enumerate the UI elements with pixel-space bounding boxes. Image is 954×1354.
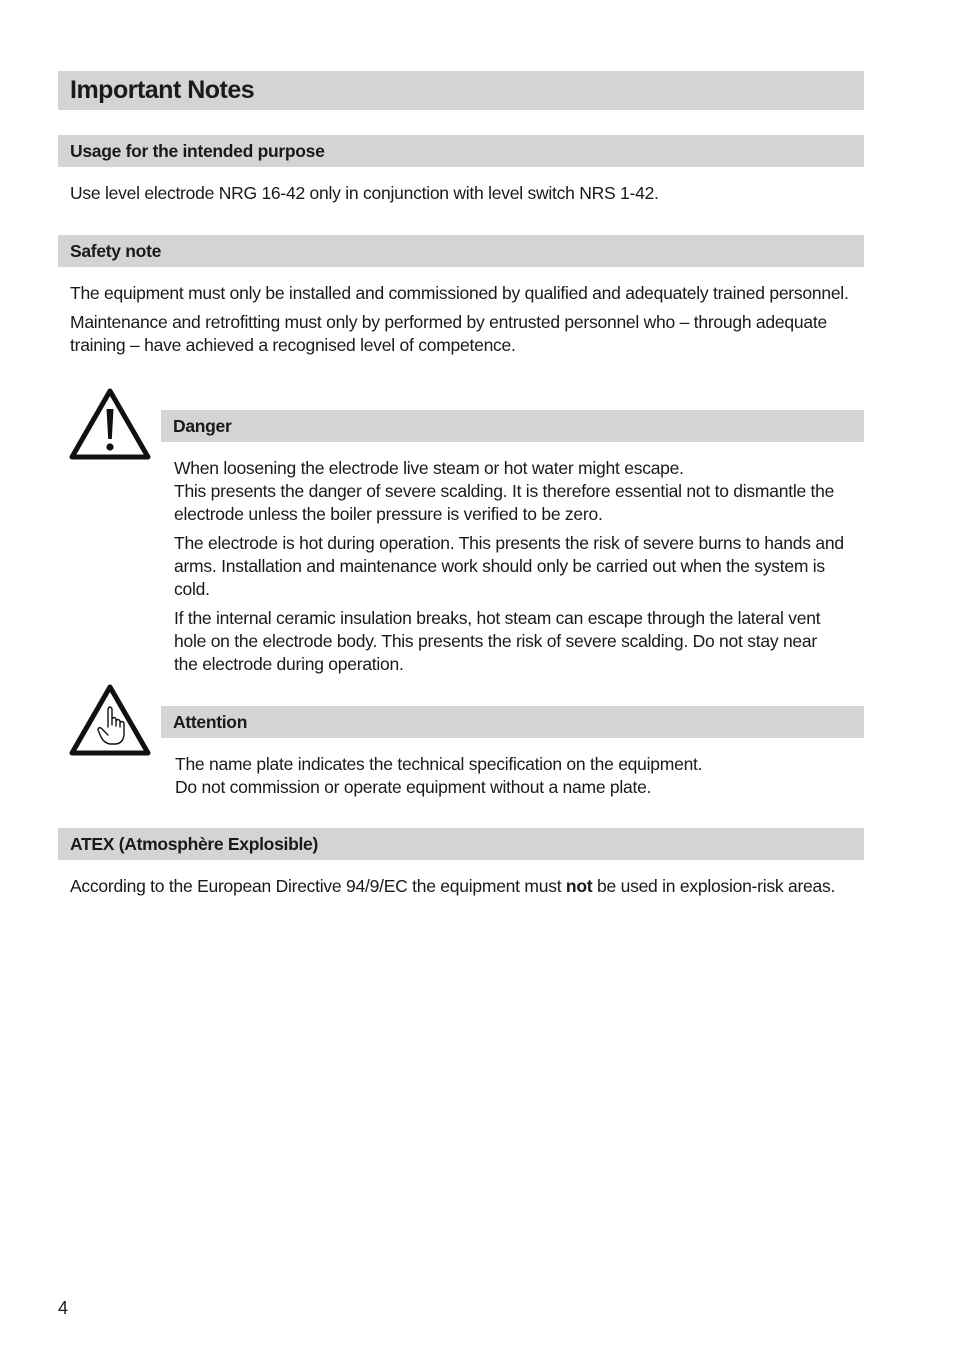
safety-paragraph-2: Maintenance and retrofitting must only by performed by entrusted personnel who – through adequate training – have achieved a recognised level of competence. [70, 312, 827, 355]
attention-heading [161, 706, 864, 738]
usage-heading [58, 135, 864, 167]
danger-heading [161, 410, 864, 442]
safety-body [70, 282, 860, 363]
atex-body [70, 875, 870, 904]
danger-paragraph-1 [174, 457, 844, 526]
exclamation-warning-triangle-icon [68, 387, 152, 461]
page-title [58, 71, 864, 110]
atex-text-bold: not [565, 876, 593, 896]
usage-heading-text: Usage for the intended purpose [70, 140, 325, 161]
page-title-text: Important Notes [70, 76, 255, 104]
danger-paragraph-2: The electrode is hot during operation. This presents the risk of severe burns to hands and arms. Installation and maintenance work should only be carried out when the system is cold. [174, 533, 844, 599]
danger-paragraph-3: If the internal ceramic insulation breaks, hot steam can escape through the lateral vent hole on the electrode body. This presents the risk of severe scalding. Do not stay near the electrode during operation. [174, 608, 821, 674]
attention-line-1: The name plate indicates the technical specification on the equipment. [175, 754, 703, 774]
danger-line-1: When loosening the electrode live steam or hot water might escape. [174, 458, 684, 478]
attention-line-2: Do not commission or operate equipment without a name plate. [175, 777, 652, 797]
danger-heading-text: Danger [173, 415, 232, 436]
atex-text-after: be used in explosion-risk areas. [592, 876, 836, 896]
danger-line-2: This presents the danger of severe scalding. It is therefore essential not to dismantle the electrode unless the boiler pressure is verified to be zero. [174, 481, 835, 524]
safety-heading [58, 235, 864, 267]
page-number: 4 [58, 1298, 69, 1318]
atex-heading [58, 828, 864, 860]
usage-paragraph: Use level electrode NRG 16-42 only in conjunction with level switch NRS 1-42. [70, 183, 659, 203]
hand-warning-triangle-icon [68, 683, 152, 757]
attention-heading-text: Attention [173, 711, 248, 732]
atex-heading-text: ATEX (Atmosphère Explosible) [70, 833, 318, 854]
safety-paragraph-1: The equipment must only be installed and commissioned by qualified and adequately trained personnel. [70, 283, 849, 303]
atex-text-before: According to the European Directive 94/9/EC the equipment must [70, 876, 566, 896]
danger-body [174, 457, 844, 682]
attention-body [175, 753, 845, 805]
attention-paragraph [175, 753, 845, 799]
atex-paragraph [70, 875, 870, 898]
usage-body [70, 182, 860, 211]
safety-heading-text: Safety note [70, 240, 162, 261]
